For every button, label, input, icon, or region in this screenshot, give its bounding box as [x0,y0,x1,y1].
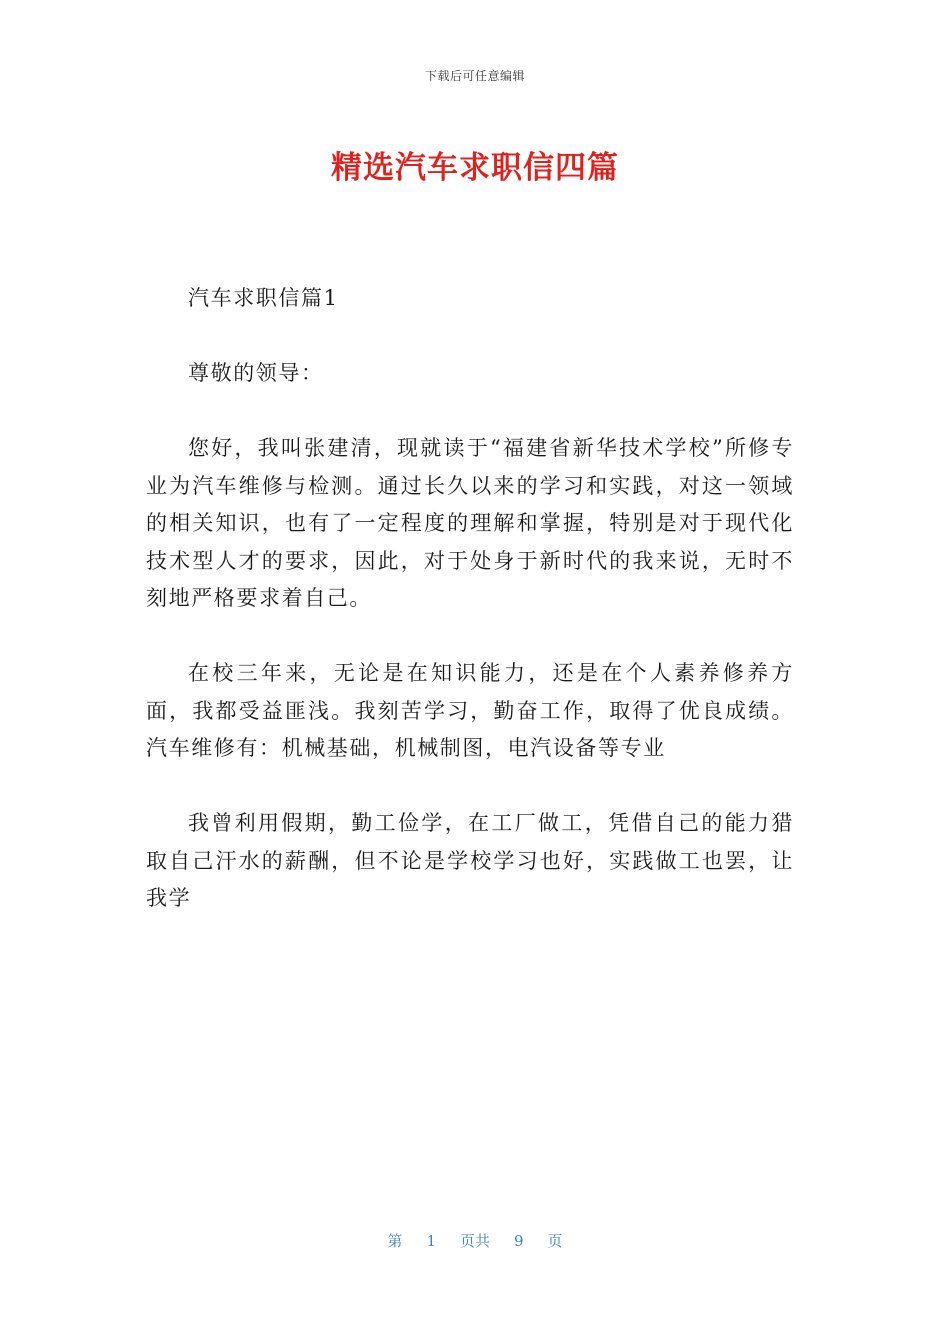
document-body [146,280,794,955]
salutation: 尊敬的领导： [188,361,324,385]
body-paragraph: 我曾利用假期，勤工俭学，在工厂做工，凭借自己的能力猎取自己汗水的薪酬，但不论是学校学习也好，实践做工也罢，让我学 [146,811,794,910]
body-paragraph: 在校三年来，无论是在知识能力，还是在个人素养修养方面，我都受益匪浅。我刻苦学习，勤奋工作，取得了优良成绩。汽车维修有：机械基础，机械制图，电汽设备等专业 [146,661,794,760]
section-heading: 汽车求职信篇1 [188,286,339,310]
page-label-prefix: 第 [387,1232,403,1250]
page-footer [0,1230,950,1251]
document-title: 精选汽车求职信四篇 [331,150,619,186]
page-current: 1 [426,1232,436,1250]
page-label-suffix: 页 [547,1232,563,1250]
page-label-mid: 页共 [459,1232,490,1250]
header-note: 下载后可任意编辑 [424,69,525,83]
body-paragraph: 您好，我叫张建清，现就读于“福建省新华技术学校”所修专业为汽车维修与检测。通过长久以来的学习和实践，对这一领域的相关知识，也有了一定程度的理解和掌握，特别是对于现代化技术型人才的要求，因此，对于处身于新时代的我来说，无时不刻地严格要求着自己。 [146,436,794,610]
page-total: 9 [514,1232,524,1250]
